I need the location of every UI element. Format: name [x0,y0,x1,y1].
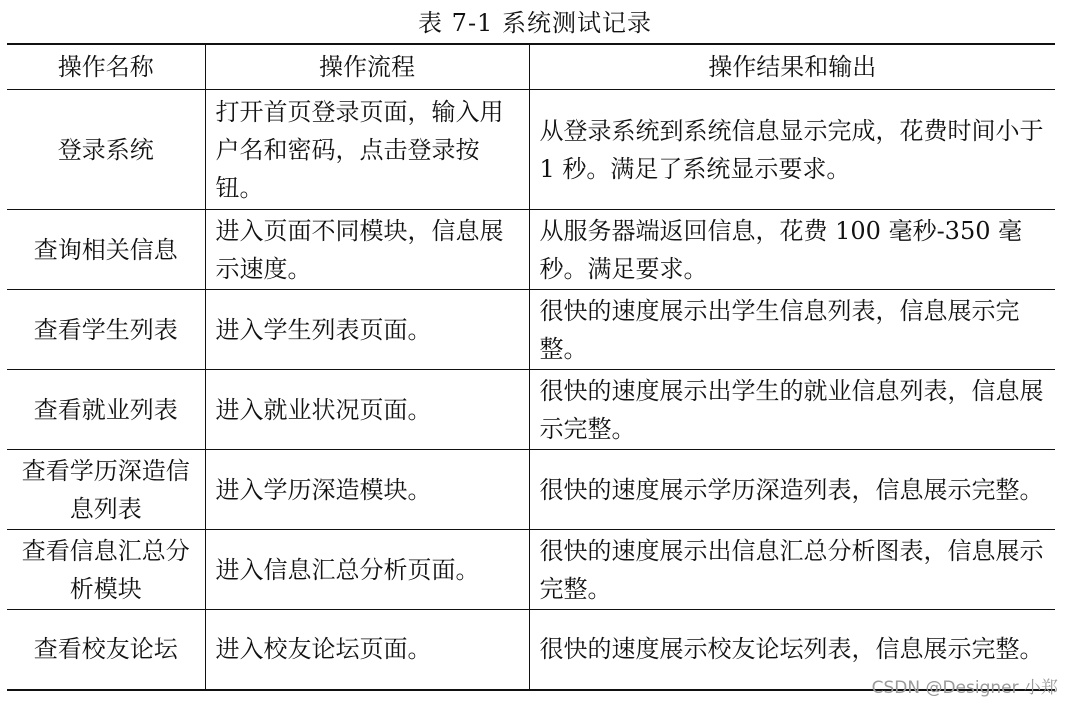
table-row [7,450,1055,530]
operation-flow-cell [205,610,529,690]
table-row [7,210,1055,290]
operation-result-cell [529,90,1055,210]
operation-flow-text: 进入校友论坛页面。 [215,635,432,664]
operation-result-text: 很快的速度展示学历深造列表，信息展示完整。 [539,475,1044,504]
operation-name-text: 查看就业列表 [33,395,178,424]
operation-result-cell [529,530,1055,610]
operation-flow-text: 进入页面不同模块，信息展示速度。 [215,216,504,283]
operation-name-cell [7,290,205,370]
operation-name-text: 查看信息汇总分析模块 [21,536,190,603]
operation-flow-cell [205,530,529,610]
operation-name-text: 登录系统 [57,135,154,164]
operation-flow-text: 进入学历深造模块。 [215,475,432,504]
operation-result-text: 很快的速度展示出学生信息列表，信息展示完整。 [539,296,1020,363]
operation-name-cell [7,450,205,530]
header-operation-name: 操作名称 [7,44,205,90]
operation-name-text: 查询相关信息 [33,235,178,264]
operation-result-text: 从服务器端返回信息，花费 100 毫秒-350 毫秒。满足要求。 [539,216,1023,283]
header-operation-result: 操作结果和输出 [529,44,1055,90]
operation-result-cell [529,290,1055,370]
operation-flow-cell [205,210,529,290]
operation-name-cell [7,370,205,450]
operation-result-text: 很快的速度展示出信息汇总分析图表，信息展示完整。 [539,536,1044,603]
header-operation-flow: 操作流程 [205,44,529,90]
operation-result-text: 从登录系统到系统信息显示完成，花费时间小于 1 秒。满足了系统显示要求。 [539,116,1044,183]
watermark: CSDN @Designer 小郑 [871,678,1058,698]
operation-flow-cell [205,90,529,210]
operation-result-text: 很快的速度展示出学生的就业信息列表，信息展示完整。 [539,376,1044,443]
table-row [7,90,1055,210]
operation-name-text: 查看校友论坛 [33,635,178,664]
table-row [7,370,1055,450]
operation-result-cell [529,210,1055,290]
operation-name-cell [7,610,205,690]
operation-flow-cell [205,290,529,370]
test-record-table [7,43,1055,691]
operation-result-text: 很快的速度展示校友论坛列表，信息展示完整。 [539,635,1044,664]
operation-flow-text: 进入就业状况页面。 [215,395,432,424]
operation-name-text: 查看学生列表 [33,315,178,344]
operation-flow-text: 进入学生列表页面。 [215,315,432,344]
operation-name-text: 查看学历深造信息列表 [21,456,190,523]
operation-flow-cell [205,370,529,450]
operation-name-cell [7,90,205,210]
table-row [7,290,1055,370]
table-header-row [7,44,1055,90]
operation-name-cell [7,210,205,290]
operation-flow-text: 进入信息汇总分析页面。 [215,555,480,584]
operation-name-cell [7,530,205,610]
operation-result-cell [529,370,1055,450]
operation-flow-cell [205,450,529,530]
operation-result-cell [529,450,1055,530]
table-row [7,530,1055,610]
operation-flow-text: 打开首页登录页面，输入用户名和密码，点击登录按钮。 [215,97,504,202]
table-caption: 表 7-1 系统测试记录 [418,9,652,37]
